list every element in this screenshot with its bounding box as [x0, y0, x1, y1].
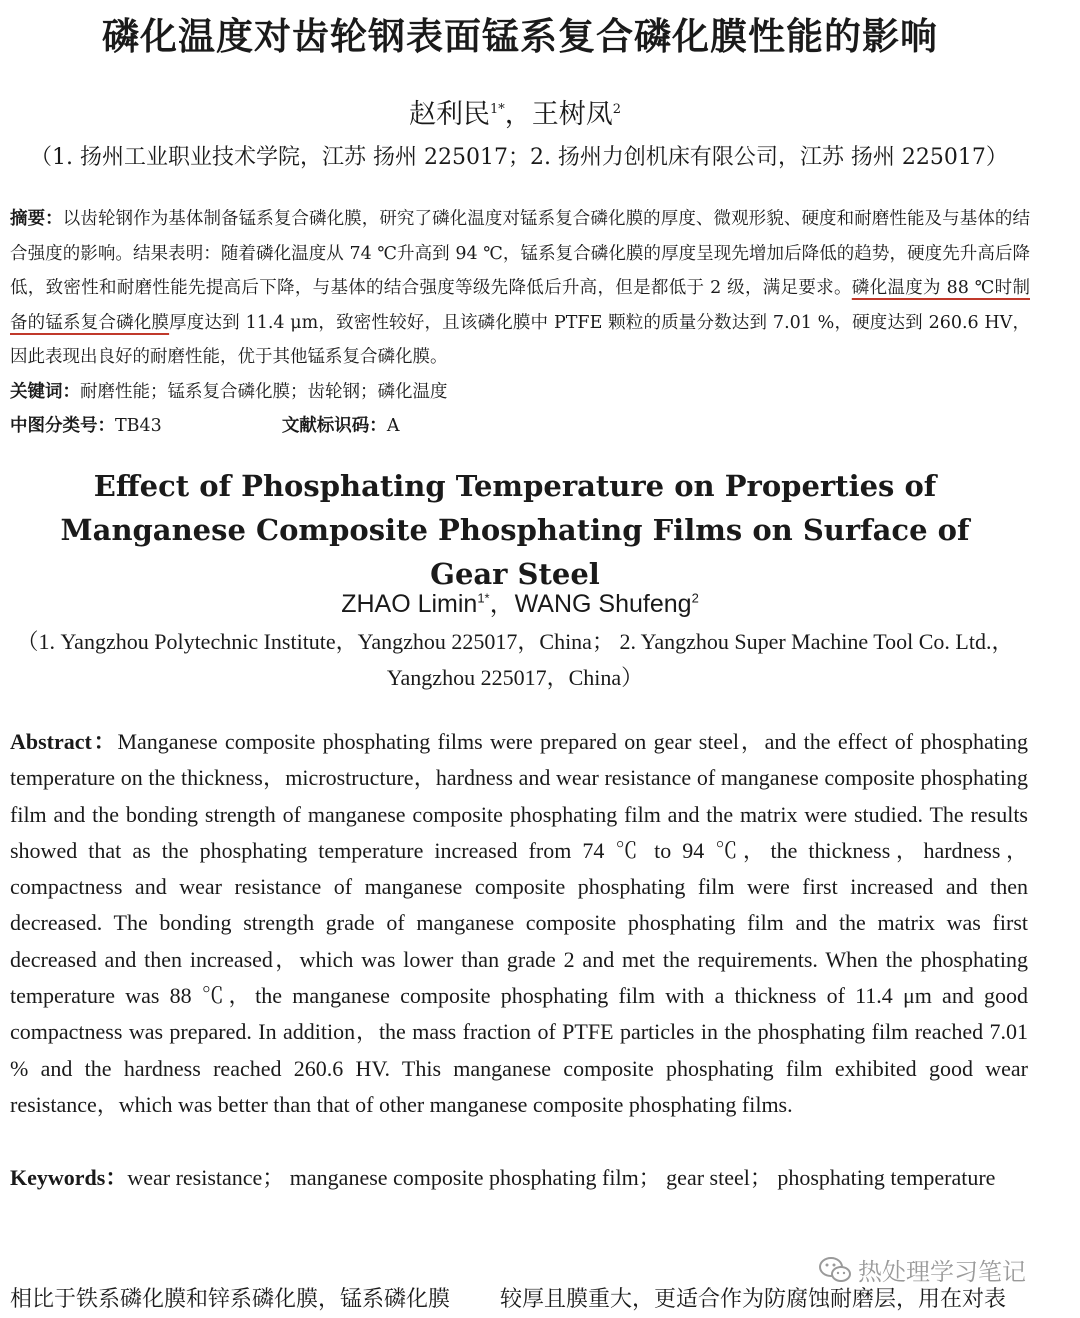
body-right-column: 较厚且膜重大，更适合作为防腐蚀耐磨层，用在对表	[500, 1287, 1007, 1312]
cn-authors	[0, 92, 1030, 131]
en-author-2: WANG Shufeng	[514, 590, 692, 618]
cn-author-2-sup: 2	[612, 102, 622, 117]
cn-abstract-highlight: 磷化温度为 88 ℃时制备的锰系复合磷化膜	[10, 278, 1030, 333]
body-left-column: 相比于铁系磷化膜和锌系磷化膜，锰系磷化膜	[10, 1287, 451, 1312]
cn-author-2: 王树凤	[531, 99, 613, 130]
watermark	[818, 1252, 1026, 1287]
en-keywords-text: wear resistance； manganese composite phosphating film； gear steel； phosphating temperature	[127, 1165, 996, 1190]
en-author-2-sup: 2	[691, 590, 699, 606]
cn-author-sep: ，	[504, 99, 532, 130]
en-author-sep: ，	[489, 590, 515, 618]
en-title: Effect of Phosphating Temperature on Properties of Manganese Composite Phosphating Films on Surface of Gear Steel	[60, 469, 970, 591]
en-abstract	[10, 724, 1028, 1123]
en-author-1: ZHAO Limin	[341, 590, 478, 618]
clc-label: 中图分类号：	[10, 416, 115, 436]
clc-value: TB43	[115, 416, 162, 436]
en-keywords	[10, 1160, 1028, 1196]
wechat-icon	[818, 1255, 852, 1285]
cn-keywords-text: 耐磨性能；锰系复合磷化膜；齿轮钢；磷化温度	[80, 381, 448, 402]
cn-abstract-part1: 以齿轮钢作为基体制备锰系复合磷化膜，研究了磷化温度对锰系复合磷化膜的厚度、微观形貌、硬度和耐磨性能及与基体的结合强度的影响。结果表明：随着磷化温度从 74 ℃升高到 94 ℃，锰系复合磷化膜的厚度呈现先增加后降低的趋势，硬度先升高后降低，致密性和耐磨性能先提高后下降，与基体的结合强度等级先降低后升高，但是都低于 2 级，满足要求。	[10, 209, 1030, 298]
cn-title: 磷化温度对齿轮钢表面锰系复合磷化膜性能的影响	[102, 15, 938, 58]
cn-abstract-block	[10, 202, 1030, 444]
cn-affiliation: （1. 扬州工业职业技术学院，江苏 扬州 225017；2. 扬州力创机床有限公司，江苏 扬州 225017）	[30, 145, 1008, 170]
en-affiliation: （1. Yangzhou Polytechnic Institute，Yangzhou 225017，China； 2. Yangzhou Super Machine Tool Co. Ltd.，Yangzhou 225017，China）	[16, 629, 1014, 690]
doc-code-value: A	[386, 416, 400, 436]
cn-keywords-label: 关键词：	[10, 381, 80, 402]
en-keywords-label: Keywords：	[10, 1165, 128, 1190]
watermark-text: 热处理学习笔记	[858, 1258, 1026, 1286]
cn-author-1: 赵利民	[408, 99, 490, 130]
cn-abstract-part2: 厚度达到 11.4 μm，致密性较好，且该磷化膜中 PTFE 颗粒的质量分数达到 7.01 %，硬度达到 260.6 HV，因此表现出良好的耐磨性能，优于其他锰系复合磷化膜。	[10, 312, 1030, 367]
cn-keywords	[10, 375, 1030, 410]
cn-classification	[10, 409, 1030, 444]
cn-abstract-label: 摘要：	[10, 209, 63, 229]
en-authors	[0, 584, 1040, 620]
en-author-1-sup: 1*	[477, 590, 490, 606]
doc-code-label: 文献标识码：	[281, 416, 387, 436]
en-abstract-text: Manganese composite phosphating films were prepared on gear steel，and the effect of phosphating temperature on the thickness，microstructure，hardness and wear resistance of manganese composite phosphating film and the bonding strength of manganese composite phosphating film and the matrix were studied. The results showed that as the phosphating temperature increased from 74 ℃ to 94 ℃，the thickness，hardness，compactness and wear resistance of manganese composite phosphating film were first increased and then decreased. The bonding strength grade of manganese composite phosphating film and the matrix was first decreased and then increased，which was lower than grade 2 and met the requirements. When the phosphating temperature was 88 ℃，the manganese composite phosphating film with a thickness of 11.4 μm and good compactness was prepared. In addition，the mass fraction of PTFE particles in the phosphating film reached 7.01 % and the hardness reached 260.6 HV. This manganese composite phosphating film exhibited good wear resistance，which was better than that of other manganese composite phosphating films.	[10, 729, 1028, 1117]
cn-author-1-sup: 1*	[489, 102, 505, 117]
cn-abstract	[10, 202, 1030, 375]
en-abstract-label: Abstract：	[10, 729, 118, 754]
